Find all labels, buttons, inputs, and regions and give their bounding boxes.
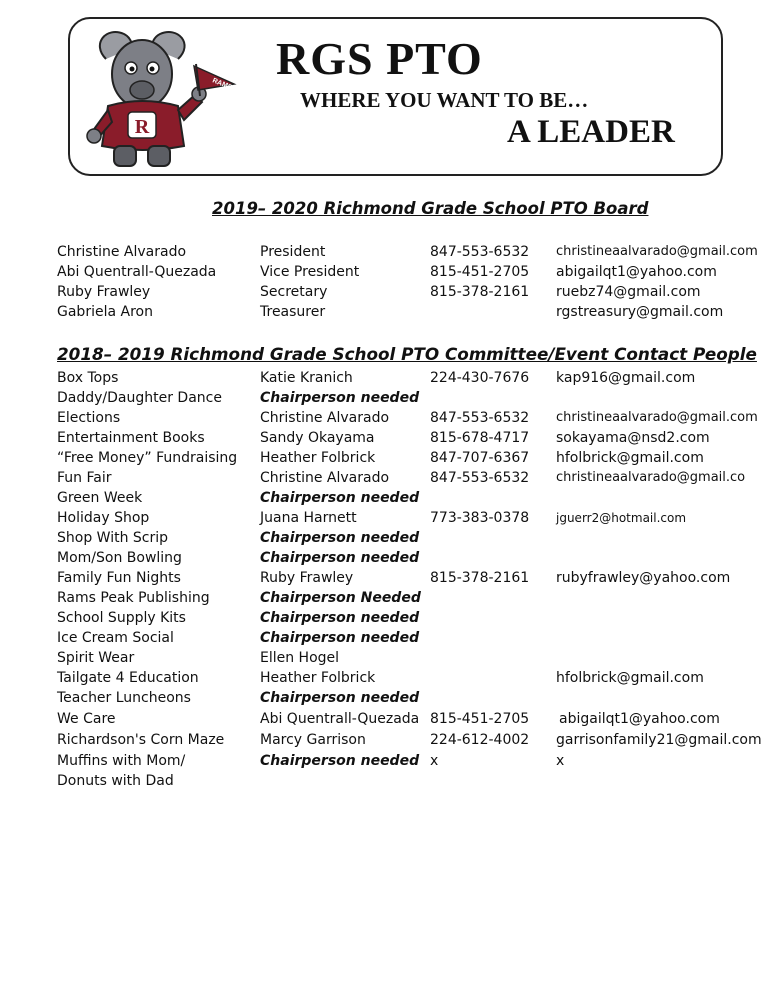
committee-row xyxy=(0,528,783,548)
committee-event: Teacher Luncheons xyxy=(57,690,191,706)
committee-contact: Chairperson needed xyxy=(260,753,420,769)
subtitle: WHERE YOU WANT TO BE… xyxy=(300,88,589,112)
board-phone: 815-451-2705 xyxy=(430,264,530,280)
committee-row xyxy=(0,688,783,708)
committee-phone: x xyxy=(430,753,439,769)
board-email: ruebz74@gmail.com xyxy=(556,284,701,300)
committee-event: Ice Cream Social xyxy=(57,630,174,646)
committee-event: Daddy/Daughter Dance xyxy=(57,390,222,406)
board-role: Vice President xyxy=(260,264,360,280)
board-row xyxy=(0,262,783,282)
committee-row xyxy=(0,668,783,688)
committee-contact: Chairperson needed xyxy=(260,390,420,406)
committee-contact: Chairperson needed xyxy=(260,610,420,626)
committee-row xyxy=(0,488,783,508)
committee-email: kap916@gmail.com xyxy=(556,370,696,386)
committee-contact: Katie Kranich xyxy=(260,370,353,386)
board-name: Ruby Frawley xyxy=(57,284,151,300)
committee-email: abigailqt1@yahoo.com xyxy=(559,711,720,727)
committee-event: Elections xyxy=(57,410,121,426)
committee-event: Muffins with Mom/ xyxy=(57,753,186,769)
committee-row xyxy=(0,771,783,791)
pennant-text: RAMS xyxy=(211,77,233,92)
committee-phone: 847-707-6367 xyxy=(430,450,530,466)
committee-contact: Sandy Okayama xyxy=(260,430,375,446)
board-section-title: 2019– 2020 Richmond Grade School PTO Board xyxy=(212,199,649,218)
committee-email: hfolbrick@gmail.com xyxy=(556,670,704,686)
page-title: RGS PTO xyxy=(276,33,483,84)
committee-section-title: 2018– 2019 Richmond Grade School PTO Committee/Event Contact People xyxy=(57,344,757,364)
committee-row xyxy=(0,448,783,468)
tagline: A LEADER xyxy=(507,114,675,150)
committee-contact: Christine Alvarado xyxy=(260,410,390,426)
committee-row xyxy=(0,730,783,750)
committee-contact: Abi Quentrall-Quezada xyxy=(260,711,420,727)
committee-event: Fun Fair xyxy=(57,470,112,486)
committee-email: garrisonfamily21@gmail.com xyxy=(556,732,762,748)
committee-email: x xyxy=(556,753,565,769)
board-phone: 847-553-6532 xyxy=(430,244,530,260)
committee-row xyxy=(0,368,783,388)
committee-event: Family Fun Nights xyxy=(57,570,181,586)
committee-row xyxy=(0,548,783,568)
committee-row xyxy=(0,709,783,729)
committee-contact: Ruby Frawley xyxy=(260,570,354,586)
committee-event: “Free Money” Fundraising xyxy=(57,450,238,466)
committee-phone: 815-451-2705 xyxy=(430,711,530,727)
board-email: christineaalvarado@gmail.com xyxy=(556,244,758,259)
committee-row xyxy=(0,608,783,628)
committee-contact: Juana Harnett xyxy=(260,510,357,526)
committee-contact: Marcy Garrison xyxy=(260,732,366,748)
committee-row xyxy=(0,508,783,528)
committee-contact: Heather Folbrick xyxy=(260,450,376,466)
ram-mascot-logo xyxy=(86,24,238,174)
committee-contact: Chairperson Needed xyxy=(260,590,421,606)
committee-phone: 815-678-4717 xyxy=(430,430,530,446)
committee-phone: 224-612-4002 xyxy=(430,732,530,748)
board-role: President xyxy=(260,244,326,260)
board-row xyxy=(0,302,783,322)
board-row xyxy=(0,242,783,262)
committee-phone: 815-378-2161 xyxy=(430,570,530,586)
board-name: Gabriela Aron xyxy=(57,304,153,320)
committee-event: Donuts with Dad xyxy=(57,773,174,789)
committee-phone: 773-383-0378 xyxy=(430,510,530,526)
committee-row xyxy=(0,468,783,488)
board-role: Secretary xyxy=(260,284,328,300)
board-phone: 815-378-2161 xyxy=(430,284,530,300)
committee-event: Box Tops xyxy=(57,370,119,386)
shirt-letter: R xyxy=(134,116,150,138)
committee-event: Spirit Wear xyxy=(57,650,135,666)
committee-contact: Chairperson needed xyxy=(260,630,420,646)
committee-row xyxy=(0,628,783,648)
committee-event: Holiday Shop xyxy=(57,510,150,526)
committee-phone: 224-430-7676 xyxy=(430,370,530,386)
committee-event: Green Week xyxy=(57,490,143,506)
board-email: rgstreasury@gmail.com xyxy=(556,304,724,320)
committee-event: Shop With Scrip xyxy=(57,530,169,546)
committee-email: christineaalvarado@gmail.co xyxy=(556,470,746,485)
committee-email: jguerr2@hotmail.com xyxy=(556,511,687,525)
committee-row xyxy=(0,408,783,428)
committee-email: christineaalvarado@gmail.com xyxy=(556,410,758,425)
committee-contact: Heather Folbrick xyxy=(260,670,376,686)
committee-event: Mom/Son Bowling xyxy=(57,550,182,566)
committee-phone: 847-553-6532 xyxy=(430,410,530,426)
board-name: Abi Quentrall-Quezada xyxy=(57,264,217,280)
committee-row xyxy=(0,428,783,448)
committee-contact: Chairperson needed xyxy=(260,490,420,506)
committee-row xyxy=(0,588,783,608)
committee-contact: Chairperson needed xyxy=(260,550,420,566)
committee-email: sokayama@nsd2.com xyxy=(556,430,710,446)
board-row xyxy=(0,282,783,302)
committee-row xyxy=(0,568,783,588)
board-email: abigailqt1@yahoo.com xyxy=(556,264,717,280)
committee-event: Tailgate 4 Education xyxy=(57,670,199,686)
committee-contact: Christine Alvarado xyxy=(260,470,390,486)
committee-email: hfolbrick@gmail.com xyxy=(556,450,704,466)
board-name: Christine Alvarado xyxy=(57,244,187,260)
committee-row xyxy=(0,751,783,771)
committee-email: rubyfrawley@yahoo.com xyxy=(556,570,731,586)
committee-contact: Chairperson needed xyxy=(260,530,420,546)
committee-event: We Care xyxy=(57,711,116,727)
committee-row xyxy=(0,648,783,668)
board-role: Treasurer xyxy=(260,304,326,320)
committee-phone: 847-553-6532 xyxy=(430,470,530,486)
committee-event: Entertainment Books xyxy=(57,430,205,446)
committee-row xyxy=(0,388,783,408)
committee-contact: Chairperson needed xyxy=(260,690,420,706)
committee-contact: Ellen Hogel xyxy=(260,650,340,666)
committee-event: Rams Peak Publishing xyxy=(57,590,210,606)
committee-event: School Supply Kits xyxy=(57,610,186,626)
committee-event: Richardson's Corn Maze xyxy=(57,732,225,748)
